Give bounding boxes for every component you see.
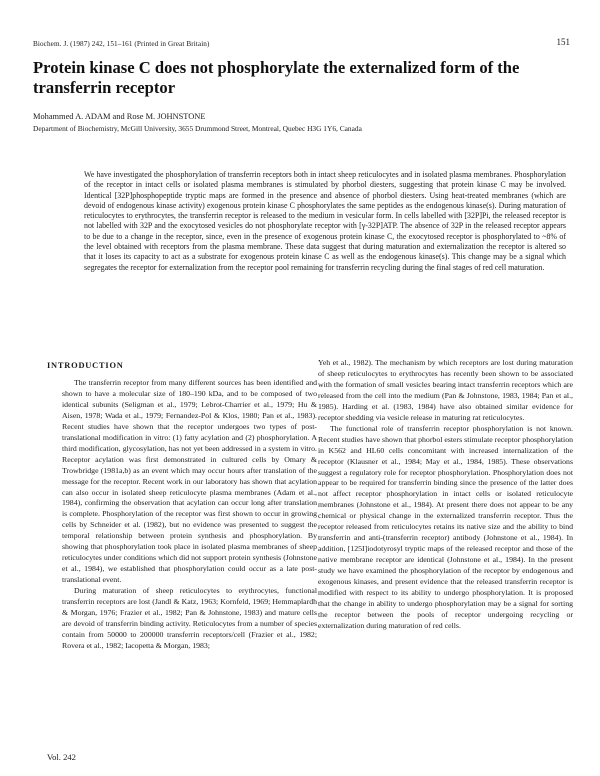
journal-citation: Biochem. J. (1987) 242, 151–161 (Printed in Great Britain) (33, 40, 210, 48)
section-heading-introduction: INTRODUCTION (47, 361, 124, 370)
paragraph: The transferrin receptor from many different sources has been identified and shown to have a molecular size of 180–190 kDa, and to be composed of two identical subunits (Seligman et al., 1979; Lebrot-Charrier et al., 1979; Hu & Aisen, 1978; Wada et al., 1979; Fernandez-Pol & Klos, 1980; Pan et al., 1983). Recent studies have shown that the receptor undergoes two types of post-translational modification in vitro: (1) fatty acylation and (2) phosphorylation. A third modification, glycosylation, has not yet been addressed in a system in vitro. Receptor acylation was first demonstrated in cultured cells by Omary & Trowbridge (1981a,b) as an event which may occur hours after translation of the message for the receptor. Recent work in our laboratory has shown that acylation can also occur in isolated sheep reticulocyte plasma membranes (Adam et al., 1984), confirming the observation that acylation can occur long after translation is complete. Phosphorylation of the receptor was first shown to occur in growing cells by Schneider et al. (1982), but no evidence was presented to suggest the temporal relationship between protein synthesis and phosphorylation. By showing that phosphorylation took place in isolated plasma membranes of sheep reticulocytes under conditions which did not support protein synthesis (Johnstone et al., 1984), we established that phosphorylation could occur as a late post-translational event. (62, 378, 317, 585)
paragraph: During maturation of sheep reticulocytes to erythrocytes, functional transferrin receptors are lost (Jandl & Katz, 1963; Kornfeld, 1969; Hemmaplardh & Morgan, 1976; Frazier et al., 1982; Pan & Johnstone, 1983) and mature cells are devoid of transferrin binding activity. Reticulocytes from a number of species contain from 50000 to 200000 transferrin receptors/cell (Frazier et al., 1982; Rovera et al., 1982; Iacopetta & Morgan, 1983; (62, 586, 317, 650)
article-authors: Mohammed A. ADAM and Rose M. JOHNSTONE (33, 112, 206, 121)
abstract: We have investigated the phosphorylation of transferrin receptors both in intact sheep reticulocytes and in isolated plasma membranes. Phosphorylation of the receptor in intact cells or isolated plasma membranes is stimulated by phorbol diesters, suggesting that protein kinase C may be involved. Identical [32P]phosphopeptide tryptic maps are formed in the presence and absence of phorbol diesters. Using heat-treated membranes (which are devoid of endogenous kinase activity) exogenous protein kinase C phosphorylates the same peptides as the endogenous kinase(s). During maturation of reticulocytes to erythrocytes, the transferrin receptor is released to the medium in vesicular form. In cells labelled with [32P]Pi, the released receptor is not labelled with 32P and the exocytosed vesicles do not phosphorylate receptor with [γ-32P]ATP. The absence of 32P in the released receptor appears to be due to a change in the receptor, since, even in the presence of exogenous protein kinase C, the exocytosed receptor is phosphorylated to ~8% of the level obtained with receptors from the plasma membrane. These data suggest that during maturation and externalization the receptor is altered so that it loses its capacity to act as a substrate for exogenous protein kinase C as well as the endogenous kinase(s). This change may be a signal which segregates the receptor for externalization from the receptor pool remaining for transferrin recycling during the final stages of red cell maturation. (84, 170, 566, 272)
right-column (318, 358, 573, 632)
author-affiliation: Department of Biochemistry, McGill University, 3655 Drummond Street, Montreal, Quebec H3G 1Y6, Canada (33, 124, 362, 133)
volume-number: Vol. 242 (47, 752, 76, 762)
page-number: 151 (556, 37, 570, 47)
left-column (62, 378, 317, 652)
article-title: Protein kinase C does not phosphorylate the externalized form of the transferrin receptor (33, 58, 520, 97)
paragraph: Yeh et al., 1982). The mechanism by which receptors are lost during maturation of sheep reticulocytes to erythrocytes has recently been shown to be associated with the formation of small vesicles bearing intact transferrin receptors which are released from the cell into the medium (Pan & Johnstone, 1983, 1984; Pan et al., 1985). Harding et al. (1983, 1984) have also obtained similar evidence for receptor shedding via vesicle release in maturing rat reticulocytes. (318, 358, 573, 422)
paragraph: The functional role of transferrin receptor phosphorylation is not known. Recent studies have shown that phorbol esters stimulate receptor phosphorylation in K562 and HL60 cells concomitant with increased internalization of the receptor (Klausner et al., 1984; May et al., 1984, 1985). These observations suggest a regulatory role for receptor phosphorylation. Phosphorylation does not appear to be required for transferrin binding since the presence of the latter does not affect receptor phosphorylation in intact cells or isolated reticulocyte membranes (Johnstone et al., 1984). At present there does not appear to be any chemical or physical change in the externalized transferrin receptor. Thus the receptor released from reticulocytes retains its native size and the ability to bind transferrin and anti-(transferrin receptor) antibody (Johnstone et al., 1984). In addition, [125I]iodotyrosyl tryptic maps of the released receptor and those of the native membrane receptor are identical (Johnstone et al., 1984). In the present study we have examined the phosphorylation of the receptor by endogenous and exogenous kinases, and present evidence that the released transferrin receptor is modified with respect to its ability to undergo phosphorylation. It is proposed that the change in ability to undergo phosphorylation may be a signal for sorting the receptor between the pools of receptor undergoing recycling or externalization during maturation of red cells. (318, 423, 573, 630)
